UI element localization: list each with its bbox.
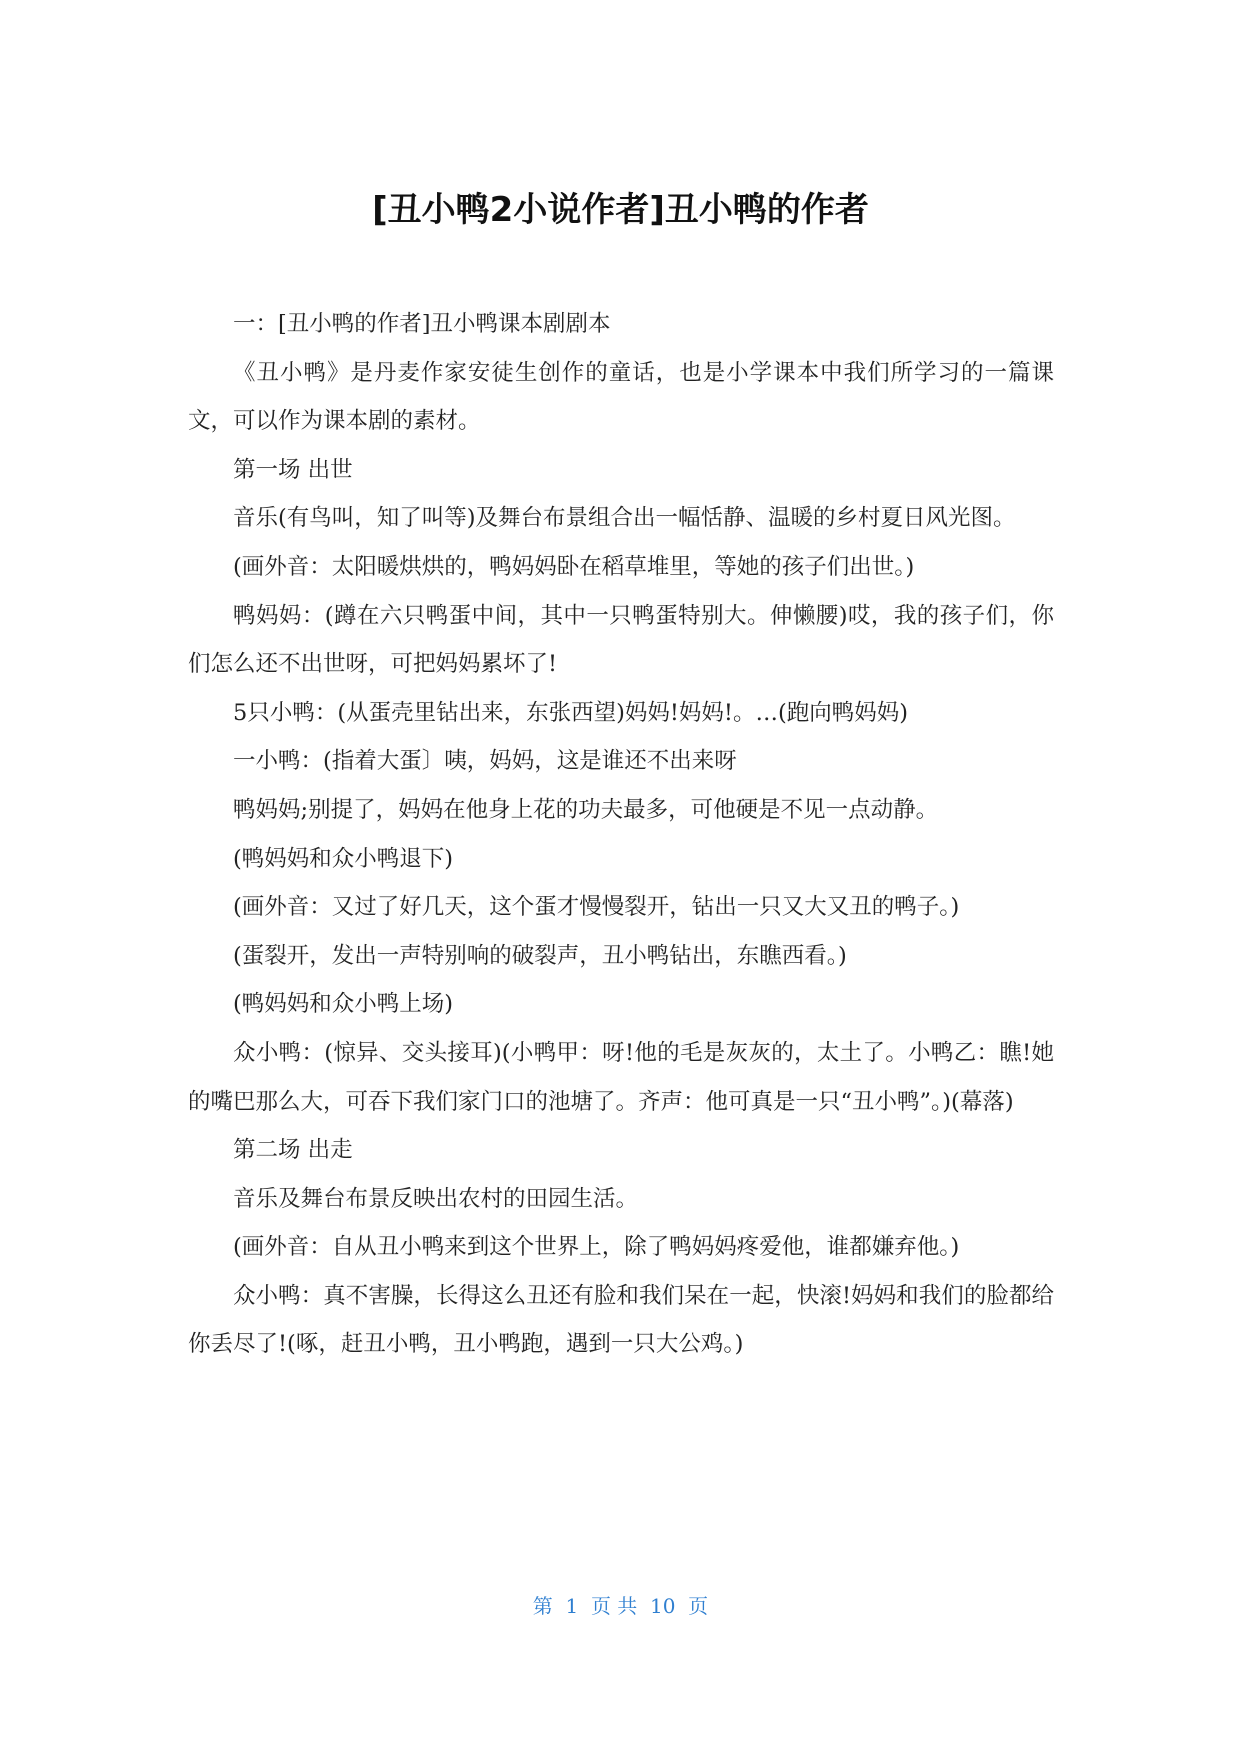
paragraph: 《丑小鸭》是丹麦作家安徒生创作的童话，也是小学课本中我们所学习的一篇课文，可以作为课本剧的素材。 [188, 359, 1054, 435]
paragraph: (鸭妈妈和众小鸭退下) [233, 845, 454, 872]
document-title: [丑小鸭2小说作者]丑小鸭的作者 [372, 190, 869, 230]
scene-heading: 第二场 出走 [233, 1137, 353, 1164]
paragraph: 音乐(有鸟叫，知了叫等)及舞台布景组合出一幅恬静、温暖的乡村夏日风光图。 [233, 505, 1016, 532]
page-number-footer: 第 1 页 共 10 页 [532, 1594, 709, 1618]
paragraph: 众小鸭：(惊异、交头接耳)(小鸭甲：呀!他的毛是灰灰的，太土了。小鸭乙：瞧!她的嘴巴那么大，可吞下我们家门口的池塘了。齐声：他可真是一只“丑小鸭”。)(幕落) [188, 1039, 1054, 1115]
paragraph: 鸭妈妈;别提了，妈妈在他身上花的功夫最多，可他硬是不见一点动静。 [233, 796, 939, 823]
paragraph: 一：[丑小鸭的作者]丑小鸭课本剧剧本 [233, 311, 611, 337]
paragraph: (鸭妈妈和众小鸭上场) [233, 991, 454, 1018]
paragraph: 鸭妈妈：(蹲在六只鸭蛋中间，其中一只鸭蛋特别大。伸懒腰)哎，我的孩子们，你们怎么还不出世呀，可把妈妈累坏了! [188, 602, 1054, 678]
paragraph: (画外音：自从丑小鸭来到这个世界上，除了鸭妈妈疼爱他，谁都嫌弃他。) [233, 1234, 960, 1261]
paragraph: (画外音：太阳暖烘烘的，鸭妈妈卧在稻草堆里，等她的孩子们出世。) [233, 553, 915, 580]
paragraph: (画外音：又过了好几天，这个蛋才慢慢裂开，钻出一只又大又丑的鸭子。) [233, 894, 960, 921]
paragraph: (蛋裂开，发出一声特别响的破裂声，丑小鸭钻出，东瞧西看。) [233, 942, 847, 969]
scene-heading: 第一场 出世 [233, 456, 353, 483]
paragraph: 众小鸭：真不害臊，长得这么丑还有脸和我们呆在一起，快滚!妈妈和我们的脸都给你丢尽了!(啄，赶丑小鸭，丑小鸭跑，遇到一只大公鸡。) [188, 1282, 1054, 1358]
document-body [188, 300, 1054, 1369]
paragraph: 一小鸭：(指着大蛋〕咦，妈妈，这是谁还不出来呀 [233, 748, 737, 775]
paragraph: 5只小鸭：(从蛋壳里钻出来，东张西望)妈妈!妈妈!。…(跑向鸭妈妈) [233, 699, 909, 726]
paragraph: 音乐及舞台布景反映出农村的田园生活。 [233, 1185, 639, 1212]
